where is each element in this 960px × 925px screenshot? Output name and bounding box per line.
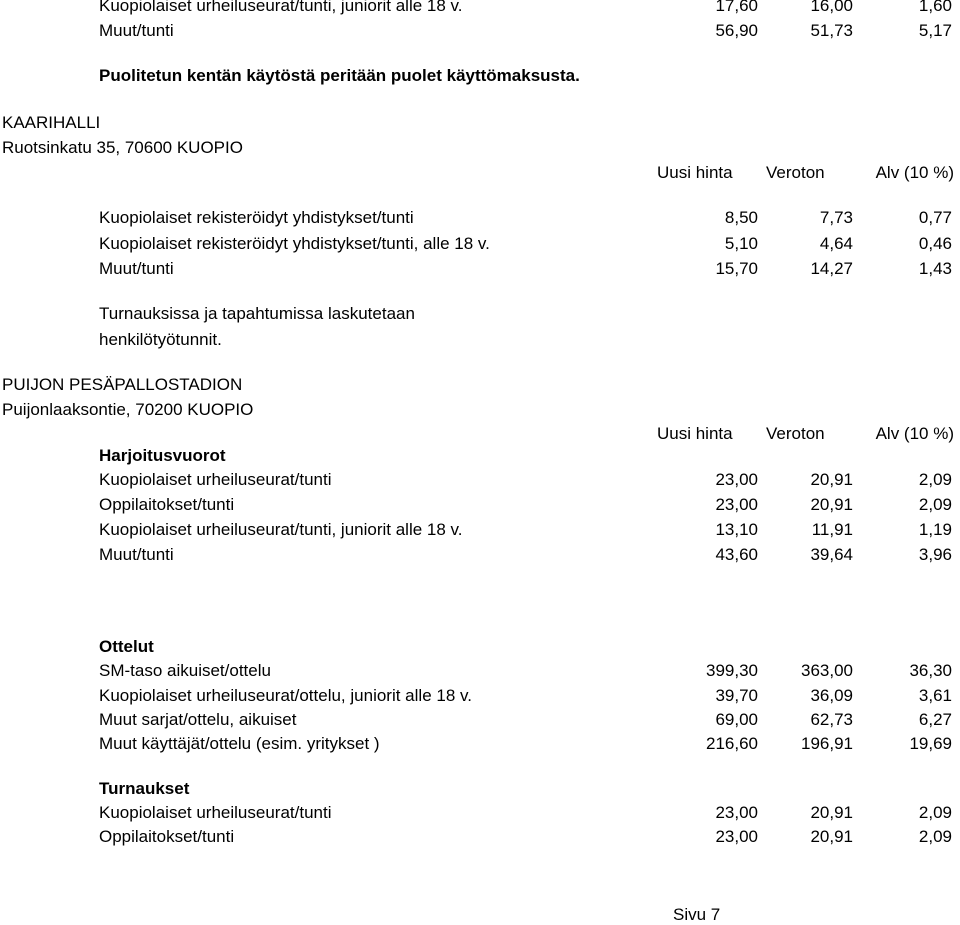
price-veroton: 16,00 — [810, 0, 853, 15]
price-alv: 3,96 — [918, 545, 952, 564]
row-label: Muut/tunti — [99, 21, 174, 40]
price-alv: 1,19 — [918, 520, 952, 539]
price-veroton: 62,73 — [810, 710, 853, 729]
section-title-harjoitusvuorot: Harjoitusvuorot — [99, 446, 226, 465]
price-uusi: 15,70 — [715, 259, 758, 278]
price-alv: 2,09 — [918, 827, 952, 846]
price-veroton: 196,91 — [801, 734, 853, 753]
price-alv: 5,17 — [918, 21, 952, 40]
row-label: Kuopiolaiset urheiluseurat/tunti, juniorit alle 18 v. — [99, 520, 463, 539]
price-veroton: 14,27 — [810, 259, 853, 278]
price-uusi: 17,60 — [715, 0, 758, 15]
venue-address: Ruotsinkatu 35, 70600 KUOPIO — [2, 138, 243, 157]
price-veroton: 51,73 — [810, 21, 853, 40]
price-veroton: 36,09 — [810, 686, 853, 705]
row-label: Muut käyttäjät/ottelu (esim. yritykset ) — [99, 734, 380, 753]
header-alv: Alv (10 %) — [875, 163, 954, 182]
price-uusi: 8,50 — [724, 208, 758, 227]
row-label: Muut/tunti — [99, 259, 174, 278]
price-veroton: 20,91 — [810, 803, 853, 822]
row-label: Kuopiolaiset urheiluseurat/tunti — [99, 470, 332, 489]
price-alv: 36,30 — [909, 661, 952, 680]
price-alv: 1,60 — [918, 0, 952, 15]
row-label: Muut/tunti — [99, 545, 174, 564]
tournament-note: Turnauksissa ja tapahtumissa laskutetaan — [99, 304, 415, 323]
price-alv: 1,43 — [918, 259, 952, 278]
price-alv: 0,77 — [918, 208, 952, 227]
row-label: Kuopiolaiset urheiluseurat/ottelu, juniorit alle 18 v. — [99, 686, 472, 705]
header-alv: Alv (10 %) — [875, 424, 954, 443]
price-uusi: 39,70 — [715, 686, 758, 705]
price-alv: 2,09 — [918, 803, 952, 822]
tournament-note-cont: henkilötyötunnit. — [99, 330, 222, 349]
price-veroton: 20,91 — [810, 827, 853, 846]
page-number: Sivu 7 — [673, 905, 721, 924]
header-uusi-hinta: Uusi hinta — [657, 163, 733, 182]
price-alv: 2,09 — [918, 495, 952, 514]
price-alv: 2,09 — [918, 470, 952, 489]
price-veroton: 4,64 — [819, 234, 853, 253]
price-alv: 19,69 — [909, 734, 952, 753]
price-uusi: 56,90 — [715, 21, 758, 40]
row-label: Kuopiolaiset urheiluseurat/tunti, juniorit alle 18 v. — [99, 0, 463, 15]
header-veroton: Veroton — [766, 424, 825, 443]
price-uusi: 23,00 — [715, 803, 758, 822]
price-uusi: 23,00 — [715, 470, 758, 489]
row-label: Oppilaitokset/tunti — [99, 495, 235, 514]
row-label: SM-taso aikuiset/ottelu — [99, 661, 271, 680]
section-title-ottelut: Ottelut — [99, 637, 154, 656]
price-alv: 0,46 — [918, 234, 952, 253]
row-label: Kuopiolaiset urheiluseurat/tunti — [99, 803, 332, 822]
half-field-note: Puolitetun kentän käytöstä peritään puolet käyttömaksusta. — [99, 66, 580, 85]
price-uusi: 216,60 — [706, 734, 758, 753]
price-uusi: 399,30 — [706, 661, 758, 680]
price-uusi: 23,00 — [715, 827, 758, 846]
header-uusi-hinta: Uusi hinta — [657, 424, 733, 443]
price-veroton: 39,64 — [810, 545, 853, 564]
row-label: Oppilaitokset/tunti — [99, 827, 235, 846]
price-uusi: 5,10 — [724, 234, 758, 253]
price-uusi: 69,00 — [715, 710, 758, 729]
price-uusi: 23,00 — [715, 495, 758, 514]
price-veroton: 11,91 — [811, 520, 853, 539]
row-label: Muut sarjat/ottelu, aikuiset — [99, 710, 297, 729]
price-veroton: 7,73 — [819, 208, 853, 227]
row-label: Kuopiolaiset rekisteröidyt yhdistykset/tunti — [99, 208, 414, 227]
row-label: Kuopiolaiset rekisteröidyt yhdistykset/tunti, alle 18 v. — [99, 234, 490, 253]
section-title-turnaukset: Turnaukset — [99, 779, 190, 798]
price-alv: 6,27 — [918, 710, 952, 729]
price-veroton: 20,91 — [810, 495, 853, 514]
venue-title: KAARIHALLI — [2, 113, 101, 132]
price-veroton: 363,00 — [801, 661, 853, 680]
price-alv: 3,61 — [918, 686, 952, 705]
price-uusi: 13,10 — [715, 520, 758, 539]
venue-title: PUIJON PESÄPALLOSTADION — [2, 375, 243, 394]
header-veroton: Veroton — [766, 163, 825, 182]
price-uusi: 43,60 — [715, 545, 758, 564]
price-veroton: 20,91 — [810, 470, 853, 489]
venue-address: Puijonlaaksontie, 70200 KUOPIO — [2, 400, 254, 419]
